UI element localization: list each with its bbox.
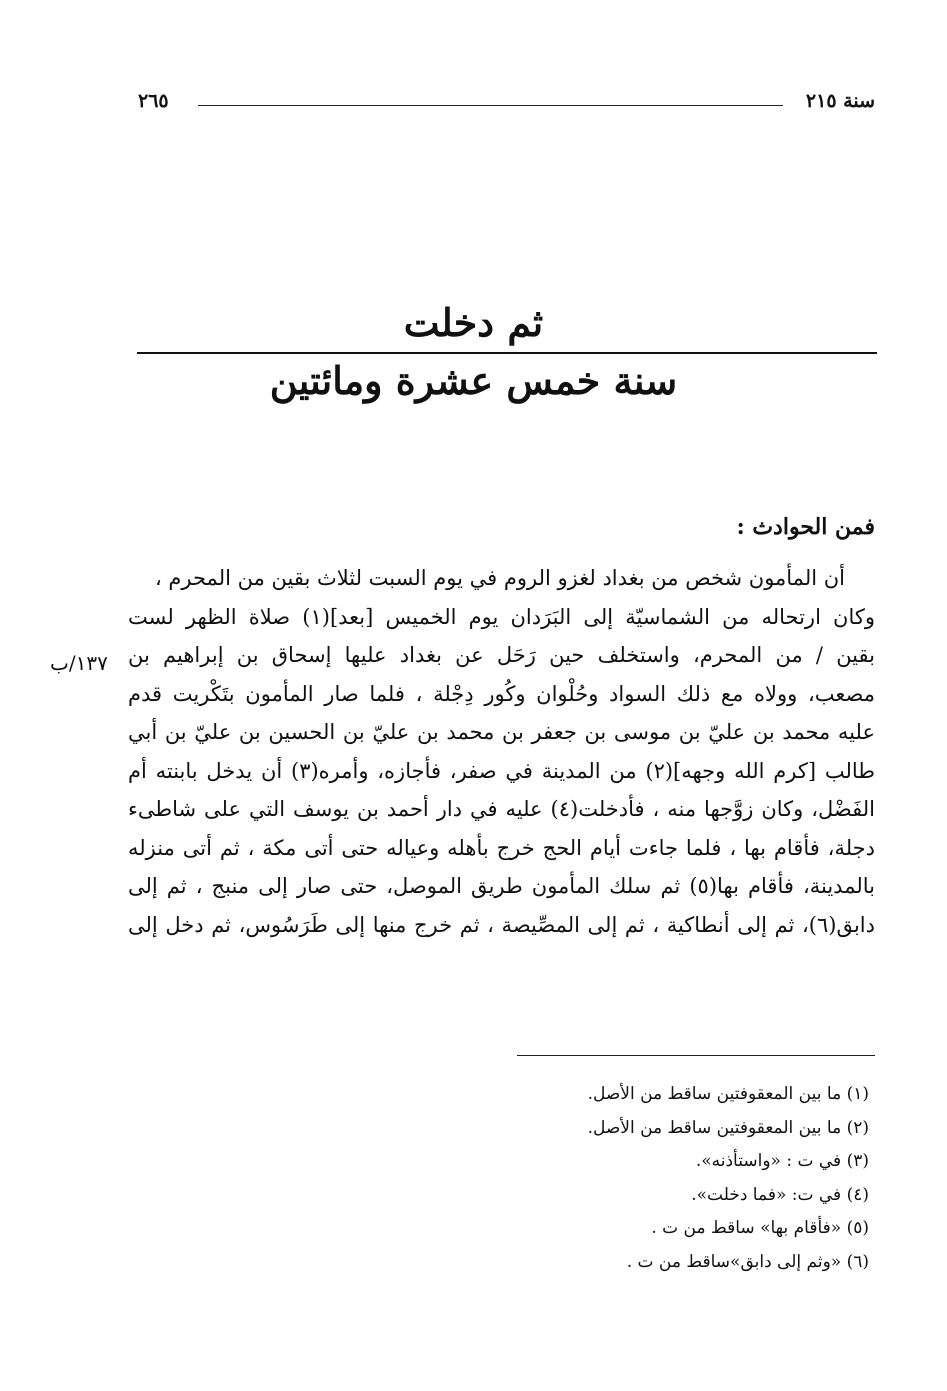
- chapter-heading-intro: ثم دخلت: [403, 300, 544, 345]
- footnote: (٣) في ت : «واستأذنه».: [695, 1151, 869, 1171]
- chapter-heading-title: سنة خمس عشرة ومائتين: [269, 358, 678, 403]
- chapter-divider: [137, 352, 877, 354]
- body-line: أن المأمون شخص من بغداد لغزو الروم في يوم السبت لثلاث بقين من المحرم ،: [154, 566, 845, 590]
- body-line: طالب [كرم الله وجهه](٢) من المدينة في صفر، فأجازه، وأمره(٣) أن يدخل بابنته أم: [128, 758, 875, 783]
- body-line: مصعب، وولاه مع ذلك السواد وحُلْوان وكُور دِجْلة ، فلما صار المأمون بتَكْريت قدم: [128, 681, 875, 706]
- running-title: سنة ٢١٥: [805, 90, 875, 112]
- body-line: دجلة، فأقام بها ، فلما جاءت أيام الحج خرج بأهله وعياله حتى أتى مكة ، ثم أتى منزله: [128, 835, 875, 860]
- body-line: بقين / من المحرم، واستخلف حين رَحَل عن بغداد عليها إسحاق بن إبراهيم بن: [128, 643, 875, 667]
- footnote: (٥) «فأقام بها» ساقط من ت .: [651, 1218, 869, 1238]
- body-line: دابق(٦)، ثم إلى أنطاكية ، ثم إلى المصِّيصة ، ثم خرج منها إلى طَرَسُوس، ثم دخل إلى: [128, 912, 875, 937]
- section-label: فمن الحوادث :: [736, 514, 875, 540]
- body-line: الفَضْل، وكان زوَّجها منه ، فأدخلت(٤) عليه في دار أحمد بن يوسف التي على شاطىء: [128, 797, 875, 821]
- running-header: [130, 90, 875, 120]
- footnote: (٦) «وثم إلى دابق»ساقط من ت .: [626, 1251, 869, 1272]
- header-rule: [198, 105, 783, 106]
- body-line: وكان ارتحاله من الشماسيّة إلى البَرَدان يوم الخميس [بعد](١) صلاة الظهر لست: [128, 604, 875, 629]
- footnotes: [369, 1078, 869, 1279]
- footnote-divider: [517, 1055, 875, 1056]
- footnote: (١) ما بين المعقوفتين ساقط من الأصل.: [587, 1084, 869, 1104]
- footnote: (٢) ما بين المعقوفتين ساقط من الأصل.: [587, 1117, 869, 1138]
- body-line: عليه محمد بن عليّ بن موسى بن جعفر بن محمد بن عليّ بن الحسين بن عليّ بن أبي: [128, 720, 875, 744]
- manuscript-folio-note: ١٣٧/ب: [50, 651, 108, 675]
- body-text: [128, 559, 875, 944]
- body-line: بالمدينة، فأقام بها(٥) ثم سلك المأمون طريق الموصل، حتى صار إلى منبج ، ثم إلى: [128, 874, 875, 898]
- page-number: ٢٦٥: [138, 90, 169, 112]
- footnote: (٤) في ت: «فما دخلت».: [691, 1184, 869, 1205]
